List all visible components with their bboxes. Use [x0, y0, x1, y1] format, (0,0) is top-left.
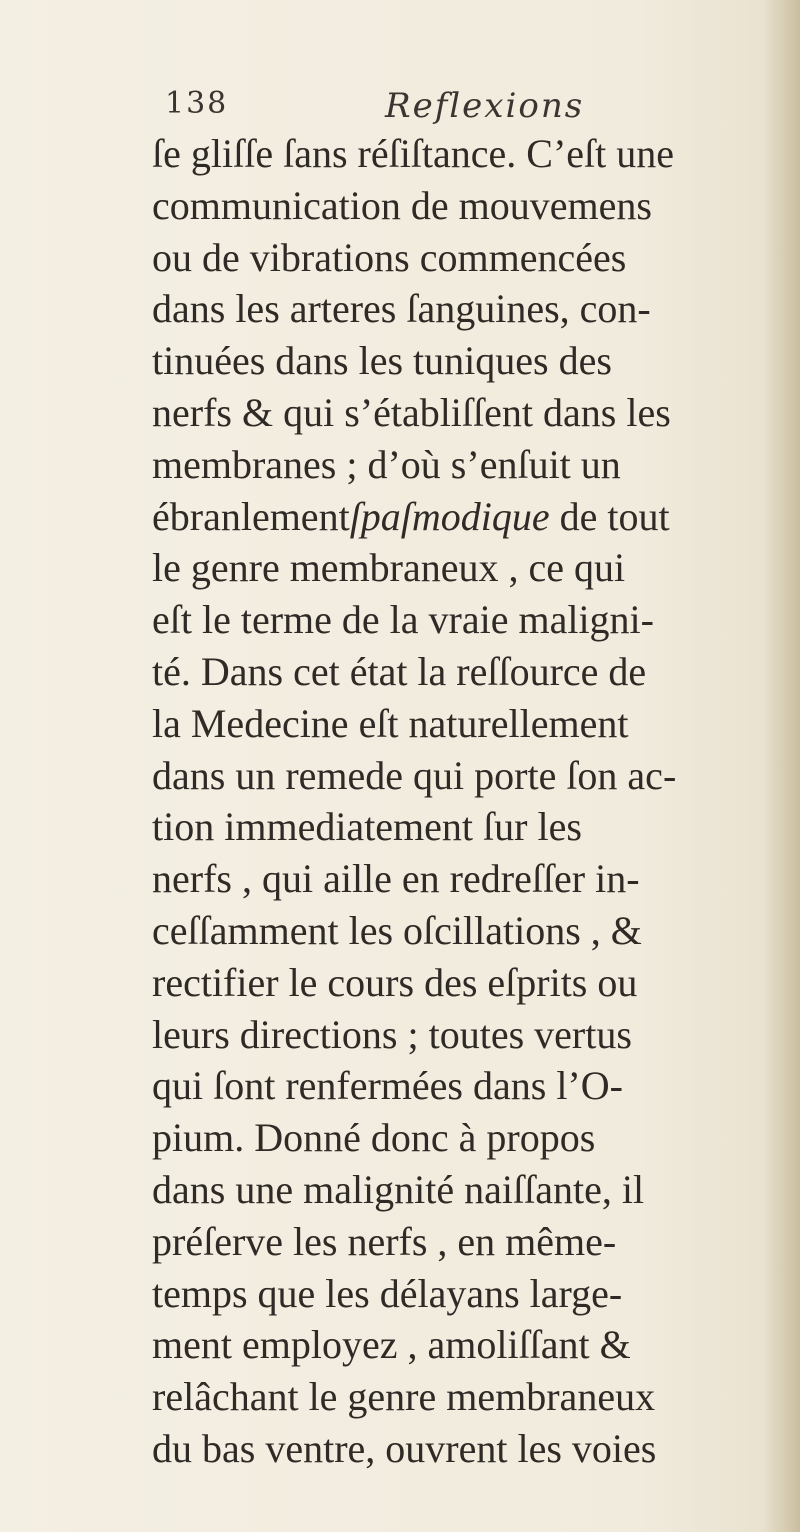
text-line: dans les arteres ſanguines, con- [152, 286, 651, 332]
page-number: 138 [165, 86, 229, 121]
text-line: du bas ventre, ouvrent les voies [152, 1425, 657, 1471]
text-line: ou de vibrations commencées [152, 234, 627, 280]
text-line: eſt le terme de la vraie maligni- [152, 597, 654, 643]
text-line: tinuées dans les tuniques des [152, 338, 612, 384]
text-line: leurs directions ; toutes vertus [152, 1011, 632, 1057]
text-line: temps que les délayans large- [152, 1270, 623, 1316]
text-run: de tout [549, 493, 670, 539]
text-line: ceſſamment les oſcillations , & [152, 907, 642, 953]
italic-word: ſpaſmodique [349, 493, 550, 539]
running-title: Reflexions [385, 86, 585, 126]
body-text [152, 128, 772, 1475]
text-line: la Medecine eſt naturellement [152, 700, 629, 746]
page-header [165, 86, 625, 134]
text-line: communication de mouvemens [152, 182, 652, 228]
text-line: dans un remede qui porte ſon ac- [152, 752, 677, 798]
text-line: membranes ; d’où s’enſuit un [152, 441, 621, 487]
text-line: nerfs & qui s’établiſſent dans les [152, 389, 671, 435]
text-line: dans une malignité naiſſante, il [152, 1166, 645, 1212]
text-line: relâchant le genre membraneux [152, 1374, 656, 1420]
text-line: pium. Donné donc à propos [152, 1115, 596, 1161]
text-line: tion immediatement ſur les [152, 804, 582, 850]
text-line: préſerve les nerfs , en même- [152, 1218, 617, 1264]
text-line: té. Dans cet état la reſſource de [152, 648, 647, 694]
text-line: rectifier le cours des eſprits ou [152, 959, 638, 1005]
text-line: nerfs , qui aille en redreſſer in- [152, 856, 640, 902]
text-line: qui ſont renfermées dans l’O- [152, 1063, 623, 1109]
text-line: le genre membraneux , ce qui [152, 545, 626, 591]
text-line: ſe gliſſe ſans réſiſtance. C’eſt une [152, 131, 675, 176]
text-line: ment employez , amoliſſant & [152, 1322, 631, 1368]
text-line-mixed [152, 491, 772, 543]
text-run: ébranlement [152, 493, 350, 539]
